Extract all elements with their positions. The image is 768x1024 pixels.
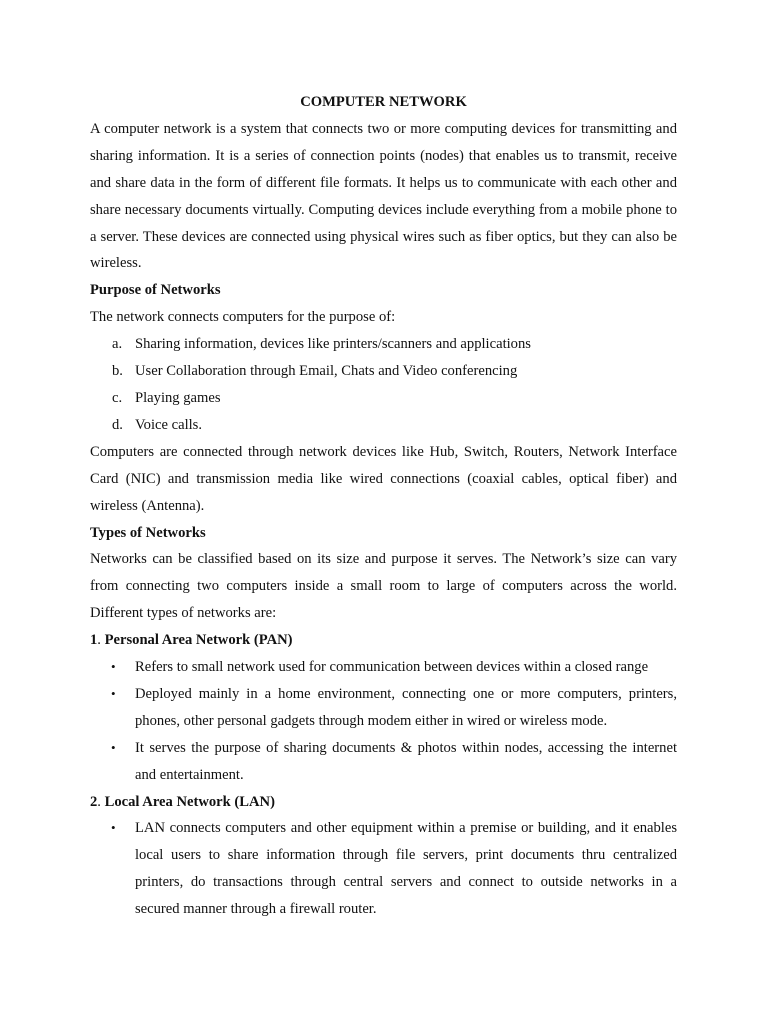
intro-paragraph: A computer network is a system that connects two or more computing devices for transmitting and sharing information. It is a series of connection points (nodes) that enables us to transmit, receive and share data in the form of different file formats. It helps us to communicate with each other and share necessary documents virtually. Computing devices include everything from a mobile phone to a server. These devices are connected using physical wires such as fiber optics, but they can also be wireless. <box>90 120 677 272</box>
purpose-heading: Purpose of Networks <box>90 282 221 299</box>
lan-label: Local Area Network (LAN) <box>104 793 275 810</box>
types-heading: Types of Networks <box>90 524 206 541</box>
list-marker: c. <box>112 389 123 406</box>
pan-label: Personal Area Network (PAN) <box>104 632 293 649</box>
list-item <box>90 815 677 923</box>
document-page <box>90 89 677 923</box>
devices-paragraph: Computers are connected through network devices like Hub, Switch, Routers, Network Interface Card (NIC) and transmission media like wired connections (coaxial cables, optical fiber) and wireless (Antenna). <box>90 443 677 514</box>
bullet-icon: • <box>111 739 116 755</box>
list-item <box>90 331 677 358</box>
list-item-text: Deployed mainly in a home environment, connecting one or more computers, printers, phones, other personal gadgets through modem either in wired or wireless mode. <box>135 685 677 729</box>
lan-bullets <box>90 815 677 923</box>
list-marker: b. <box>112 363 123 380</box>
list-item <box>90 654 677 681</box>
pan-heading: 1. Personal Area Network (PAN) <box>90 632 293 649</box>
bullet-icon: • <box>111 659 116 675</box>
list-item-text: It serves the purpose of sharing documents & photos within nodes, accessing the internet and entertainment. <box>135 739 677 783</box>
list-item-text: Voice calls. <box>135 416 203 433</box>
list-item <box>90 735 677 789</box>
list-item-text: LAN connects computers and other equipment within a premise or building, and it enables local users to share information through file servers, print documents thru centralized printers, do transactions through central servers and connect to outside networks in a secured manner through a firewall router. <box>135 820 677 918</box>
bullet-icon: • <box>111 820 116 836</box>
list-item <box>90 358 677 385</box>
list-marker: a. <box>112 336 123 353</box>
list-item <box>90 385 677 412</box>
lan-number: 2 <box>90 793 98 810</box>
list-item <box>90 412 677 439</box>
list-marker: d. <box>112 416 123 433</box>
purpose-list <box>90 331 677 439</box>
list-item-text: Sharing information, devices like printers/scanners and applications <box>135 336 531 353</box>
document-title: COMPUTER NETWORK <box>300 94 467 110</box>
bullet-icon: • <box>111 685 116 701</box>
list-item-text: Refers to small network used for communication between devices within a closed range <box>135 659 649 676</box>
pan-number: 1 <box>90 632 98 649</box>
purpose-lead: The network connects computers for the purpose of: <box>90 309 396 326</box>
types-lead: Networks can be classified based on its size and purpose it serves. The Network’s size can vary from connecting two computers inside a small room to large of computers across the world. Different types of networks are: <box>90 551 677 622</box>
list-item-text: User Collaboration through Email, Chats and Video conferencing <box>135 363 518 380</box>
lan-heading: 2. Local Area Network (LAN) <box>90 793 275 810</box>
list-item-text: Playing games <box>135 389 221 406</box>
pan-bullets <box>90 654 677 789</box>
list-item <box>90 681 677 735</box>
